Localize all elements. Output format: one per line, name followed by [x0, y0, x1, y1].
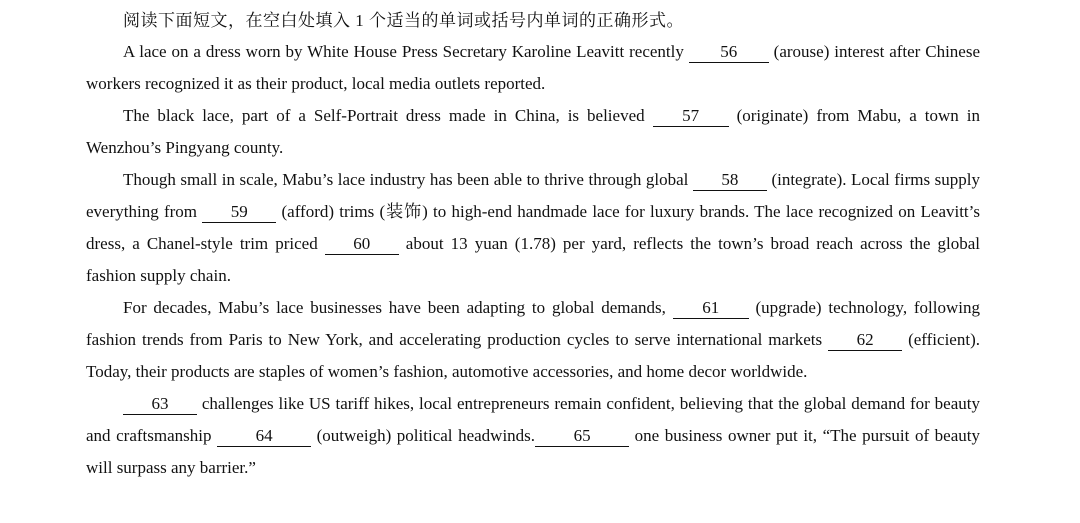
paragraph-2	[86, 100, 980, 164]
paragraph-text: A lace on a dress worn by White House Press Secretary Karoline Leavitt recently	[123, 42, 689, 61]
paragraph-text: For decades, Mabu’s lace businesses have been adapting to global demands,	[123, 298, 673, 317]
paragraph-text: challenges like US tariff hikes, local entrepreneurs remain confident, believing that the global demand for beauty and craftsmanship	[86, 394, 980, 445]
paragraph-text: (upgrade) technology, following fashion trends from Paris to New York, and accelerating production cycles to serve international markets	[86, 298, 980, 349]
blank-61: 61	[673, 298, 749, 319]
paragraph-5	[86, 388, 980, 484]
paragraph-text: (arouse) interest after Chinese workers recognized it as their product, local media outlets reported.	[86, 42, 980, 93]
paragraph-4	[86, 292, 980, 388]
blank-62: 62	[828, 330, 902, 351]
paragraph-text: (outweigh) political headwinds.	[311, 426, 536, 445]
paragraph-text: The black lace, part of a Self-Portrait dress made in China, is believed	[123, 106, 653, 125]
blank-59: 59	[202, 202, 276, 223]
instruction-text: 阅读下面短文，在空白处填入 1 个适当的单词或括号内单词的正确形式。	[123, 11, 684, 30]
paragraph-text: (afford) trims (装饰) to high-end handmade lace for luxury brands. The lace recognized on Leavitt’s dress, a Chanel-style trim priced	[86, 202, 980, 253]
blank-65: 65	[535, 426, 629, 447]
blank-57: 57	[653, 106, 729, 127]
blank-63: 63	[123, 394, 197, 415]
paragraph-text: about 13 yuan (1.78) per yard, reflects the town’s broad reach across the global fashion supply chain.	[86, 234, 980, 285]
paragraph-text: (integrate). Local firms supply everything from	[86, 170, 980, 221]
blank-60: 60	[325, 234, 399, 255]
paragraph-3	[86, 164, 980, 292]
paragraph-text: Though small in scale, Mabu’s lace industry has been able to thrive through global	[123, 170, 693, 189]
paragraph-text: (originate) from Mabu, a town in Wenzhou’s Pingyang county.	[86, 106, 980, 157]
paragraph-text: one business owner put it, “The pursuit of beauty will surpass any barrier.”	[86, 426, 980, 477]
paragraph-text: (efficient). Today, their products are staples of women’s fashion, automotive accessories, and home decor worldwide.	[86, 330, 980, 381]
passage-page	[86, 6, 980, 484]
paragraph-1	[86, 36, 980, 100]
blank-56: 56	[689, 42, 769, 63]
blank-58: 58	[693, 170, 767, 191]
blank-64: 64	[217, 426, 311, 447]
